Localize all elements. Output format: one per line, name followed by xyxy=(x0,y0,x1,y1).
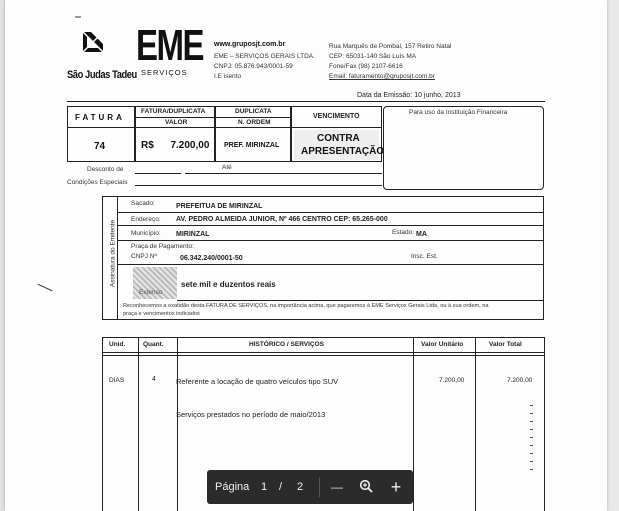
toolbar-divider xyxy=(319,477,320,497)
fatura-number: 74 xyxy=(94,141,106,152)
endereco-value: AV. PEDRO ALMEIDA JUNIOR, Nº 466 CENTRO CEP: 65.265-000 xyxy=(176,216,388,223)
company-website: www.gruposjt.com.br xyxy=(214,41,286,48)
row-valor-total: 7.200,00 xyxy=(507,377,533,384)
scan-mark xyxy=(38,284,53,292)
n-ordem-value: PREF. MIRINZAL xyxy=(224,142,280,149)
duplicata-label: DUPLICATA xyxy=(235,108,272,115)
insc-est-label: Insc. Est. xyxy=(411,253,438,260)
estado-label: Estado: xyxy=(392,229,415,236)
zoom-fit-button[interactable] xyxy=(353,474,379,500)
col-header-unid: Unid. xyxy=(109,341,126,348)
endereco-label: Endereço: xyxy=(131,216,161,223)
eme-logo-sub: SERVIÇOS xyxy=(141,68,188,77)
cnpj-label: CNPJ Nº xyxy=(131,253,157,260)
company-email: Email: faturamento@gruposjt.com.br xyxy=(329,73,435,80)
vencimento-value-2: APRESENTAÇÃO xyxy=(301,146,385,157)
company-address: Rua Marquês de Pombal, 157 Retiro Natal xyxy=(329,43,452,50)
sacado-value: PREFEITUA DE MIRINZAL xyxy=(176,203,263,210)
fatura-label: FATURA xyxy=(75,113,125,122)
financeira-box xyxy=(383,106,544,190)
vencimento-value-1: CONTRA xyxy=(317,133,360,144)
estado-value: MA xyxy=(416,231,427,238)
ate-label: Até xyxy=(222,164,232,171)
zoom-out-button[interactable] xyxy=(324,474,350,500)
row-quant: 4 xyxy=(152,376,156,383)
assinatura-label: Assinatura do Emitente xyxy=(109,219,117,288)
row-valor-unitario: 7.200,00 xyxy=(439,377,465,384)
n-ordem-label: N. ORDEM xyxy=(238,119,271,126)
pdf-page-toolbar xyxy=(207,470,413,504)
reconhecemos-line-2: praça e vencimentos indicados xyxy=(123,311,200,317)
scan-mark xyxy=(75,16,81,18)
plus-icon: + xyxy=(390,477,402,497)
sacado-label: Sacado: xyxy=(131,200,155,207)
extenso-stamp-text: Extenso xyxy=(139,289,163,296)
issue-date: Data da Emissão: 10 junho, 2013 xyxy=(357,92,461,99)
vencimento-label: VENCIMENTO xyxy=(313,113,360,120)
current-page-input[interactable]: 1 xyxy=(260,481,268,493)
valor-amount: R$ 7.200,00 xyxy=(141,140,210,151)
document-page xyxy=(5,0,607,511)
header-rule xyxy=(67,101,545,102)
zoom-out-icon: — xyxy=(331,480,343,494)
total-pages: 2 xyxy=(297,481,304,493)
service-period-note: Serviços prestados no período de maio/2013 xyxy=(176,410,326,419)
viewer-scrollbar[interactable] xyxy=(607,0,619,511)
municipio-label: Município: xyxy=(131,230,161,237)
company-logo-text: São Judas Tadeu xyxy=(67,69,137,81)
cnpj-value: 06.342.240/0001-50 xyxy=(180,255,243,262)
fatura-duplicata-label: FATURA/DUPLICATA xyxy=(141,108,206,115)
row-descricao: Referente a locação de quatro veículos tipo SUV xyxy=(176,377,339,386)
page-label: Página xyxy=(215,481,250,493)
company-cep: CEP: 65031-140 São Luís MA xyxy=(329,53,417,60)
reconhecemos-line-1: Reconhecemos a exatidão desta FATURA DE SERVIÇOS, na importância acima, que pagaremos à EME Serviços Gerais Ltda, ou à sua ordem, na xyxy=(123,303,489,309)
company-cnpj: CNPJ: 05.876.943/0001-59 xyxy=(214,63,293,70)
col-header-valor-unitario: Valor Unitário xyxy=(421,341,464,348)
company-phone: Fone/Fax (98) 2107-6616 xyxy=(329,63,403,70)
eme-logo: EME xyxy=(136,21,204,70)
page-separator: / xyxy=(279,481,283,493)
col-header-quant: Quant. xyxy=(143,341,164,348)
sao-judas-logo xyxy=(81,30,125,60)
row-unid: DIAS xyxy=(109,377,125,384)
financeira-label: Para uso da Instituição Financeira xyxy=(409,109,508,116)
magnifier-icon xyxy=(359,479,373,496)
company-name: EME – SERVIÇOS GERAIS LTDA. xyxy=(214,53,315,60)
desconto-label: Desconto de xyxy=(87,166,124,173)
valor-extenso: sete mil e duzentos reais xyxy=(181,280,276,289)
col-header-valor-total: Valor Total xyxy=(489,341,522,348)
praca-label: Praça de Pagamento: xyxy=(131,243,194,250)
zoom-in-button[interactable] xyxy=(383,474,409,500)
municipio-value: MIRINZAL xyxy=(176,231,210,238)
col-header-historico: HISTÓRICO / SERVIÇOS xyxy=(249,341,325,348)
company-ie: I.E isento xyxy=(214,73,242,80)
valor-label: VALOR xyxy=(165,119,188,126)
condicoes-label: Condições Especiais xyxy=(67,179,128,186)
sacado-frame xyxy=(102,196,544,320)
